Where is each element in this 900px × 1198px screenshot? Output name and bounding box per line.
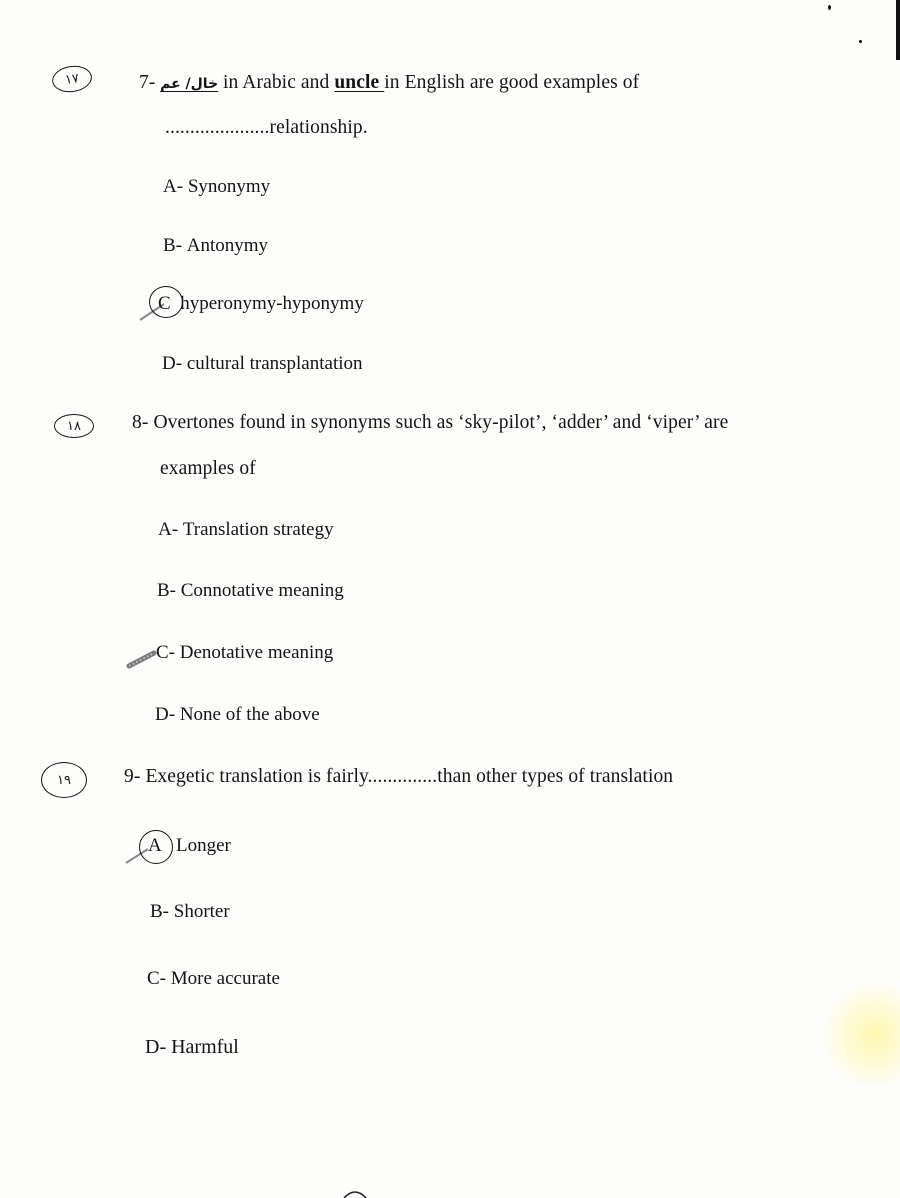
option-letter: C- bbox=[147, 968, 166, 989]
option-letter: D- bbox=[162, 353, 183, 374]
option-9a-selected[interactable] bbox=[148, 835, 231, 857]
option-text: Antonymy bbox=[186, 235, 269, 256]
question-7-line2: .....................relationship. bbox=[165, 117, 368, 138]
option-text: Longer bbox=[175, 835, 231, 856]
option-9c[interactable] bbox=[147, 968, 280, 990]
option-letter: D- bbox=[155, 704, 176, 725]
question-number: 9- bbox=[124, 766, 141, 787]
question-text: in Arabic and bbox=[218, 72, 335, 93]
option-letter: B- bbox=[163, 235, 182, 256]
option-text: cultural transplantation bbox=[186, 353, 363, 374]
page-edge bbox=[896, 0, 900, 60]
option-7c-selected[interactable] bbox=[158, 293, 364, 315]
option-letter: C bbox=[158, 293, 171, 314]
option-text: Harmful bbox=[171, 1036, 239, 1058]
option-text: Denotative meaning bbox=[179, 642, 334, 663]
question-8 bbox=[132, 412, 728, 434]
option-text: Synonymy bbox=[187, 176, 271, 197]
question-text: Exegetic translation is fairly..............than other types of translation bbox=[145, 766, 674, 787]
question-8-line2: examples of bbox=[160, 458, 256, 479]
question-number: 8- bbox=[132, 412, 149, 433]
option-7a[interactable] bbox=[163, 176, 270, 198]
margin-note-19: ١٩ bbox=[41, 762, 87, 798]
option-letter: A- bbox=[163, 176, 184, 197]
question-number: 7- bbox=[139, 72, 156, 93]
option-9b[interactable] bbox=[150, 901, 230, 923]
option-letter: A- bbox=[158, 519, 179, 540]
underlined-term: uncle bbox=[334, 72, 385, 93]
speck bbox=[859, 40, 862, 43]
option-text: More accurate bbox=[170, 968, 280, 989]
margin-note-18: ١٨ bbox=[54, 414, 94, 438]
option-text: Shorter bbox=[173, 901, 230, 922]
question-text: Overtones found in synonyms such as ‘sky-pilot’, ‘adder’ and ‘viper’ are bbox=[153, 412, 729, 433]
option-letter: C- bbox=[156, 642, 175, 663]
option-text: Translation strategy bbox=[182, 519, 334, 540]
margin-note-17: ١٧ bbox=[50, 63, 93, 94]
highlighter-stain bbox=[820, 980, 900, 1090]
option-8a[interactable] bbox=[158, 519, 334, 541]
question-9 bbox=[124, 766, 673, 788]
speck bbox=[828, 5, 831, 10]
option-text: hyperonymy-hyponymy bbox=[180, 293, 364, 314]
option-8b[interactable] bbox=[157, 580, 344, 602]
option-text: None of the above bbox=[179, 704, 320, 725]
option-letter: B- bbox=[150, 901, 169, 922]
option-letter: D- bbox=[145, 1036, 167, 1058]
pencil-icon bbox=[126, 648, 158, 670]
option-letter: A bbox=[148, 835, 162, 856]
option-letter: B- bbox=[157, 580, 176, 601]
option-7b[interactable] bbox=[163, 235, 268, 257]
option-7d[interactable] bbox=[162, 353, 363, 375]
page-curl-mark bbox=[340, 1186, 370, 1198]
arabic-term: خال/ عم bbox=[160, 76, 219, 92]
option-8c[interactable] bbox=[156, 642, 333, 664]
question-7 bbox=[139, 72, 639, 94]
question-text: in English are good examples of bbox=[384, 72, 640, 93]
option-text: Connotative meaning bbox=[180, 580, 344, 601]
option-9d[interactable] bbox=[145, 1036, 239, 1059]
option-8d[interactable] bbox=[155, 704, 320, 726]
